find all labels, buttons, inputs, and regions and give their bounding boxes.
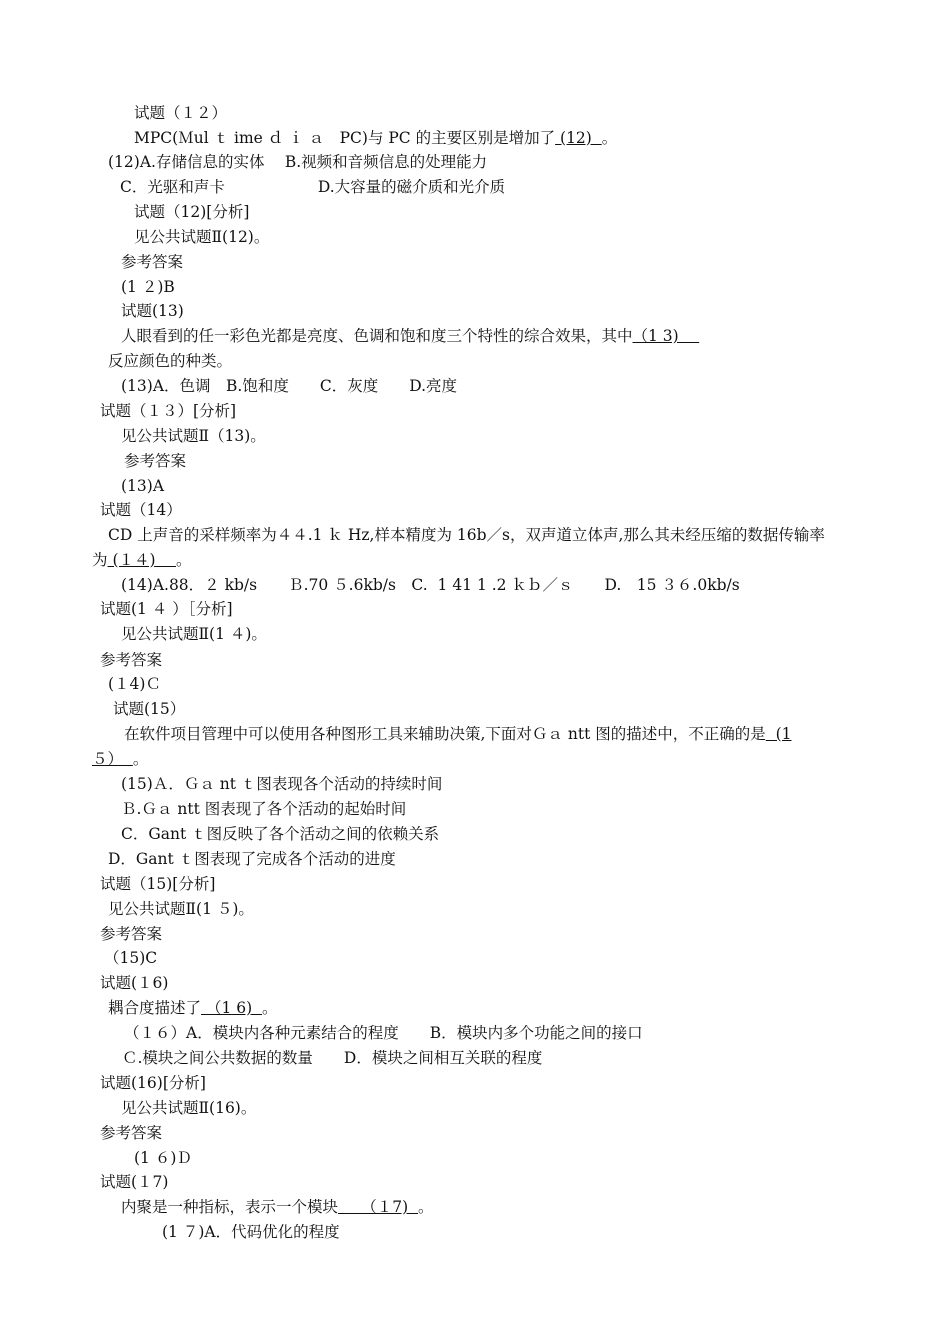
text-segment: 参考答案 xyxy=(121,253,184,271)
text-segment: （１６）A．模块内各种元素结合的程度 B．模块内多个功能之间的接口 xyxy=(124,1024,643,1042)
text-segment: C．光驱和声卡 D.大容量的磁介质和光介质 xyxy=(120,178,506,196)
text-segment: 试题（12)[分析] xyxy=(134,203,250,221)
text-segment: 见公共试题Ⅱ(1 ４)。 xyxy=(121,625,267,643)
text-segment: 反应颜色的种类。 xyxy=(108,352,233,370)
text-line xyxy=(121,624,267,644)
text-line xyxy=(134,227,269,247)
text-segment: 在软件项目管理中可以使用各种图形工具来辅助决策,下面对Ｇａ ntt 图的描述中，不正确的是 xyxy=(124,725,766,743)
text-segment: 耦合度描述了 xyxy=(108,999,202,1017)
text-line xyxy=(121,824,439,844)
text-line xyxy=(104,948,157,968)
text-segment: (1 ７)A．代码优化的程度 xyxy=(162,1223,340,1241)
text-segment: 参考答案 xyxy=(124,452,187,470)
text-line xyxy=(108,674,161,694)
text-segment: 试题(1 ４ ）［分析] xyxy=(100,600,233,618)
text-segment: 。 xyxy=(262,999,278,1017)
text-line xyxy=(108,998,278,1018)
text-segment: 试题（14） xyxy=(100,501,182,519)
text-line xyxy=(121,774,442,794)
text-line xyxy=(113,699,185,719)
text-segment: 见公共试题Ⅱ(12)。 xyxy=(134,228,270,246)
text-line xyxy=(108,899,254,919)
text-segment: 试题（１３）[分析] xyxy=(100,402,237,420)
text-line xyxy=(134,128,617,148)
text-segment: （15)C xyxy=(104,949,158,967)
text-line xyxy=(121,575,740,595)
answer-blank: (1 xyxy=(765,725,792,743)
text-line xyxy=(100,401,236,421)
text-segment: 参考答案 xyxy=(100,1124,163,1142)
text-line xyxy=(100,1172,168,1192)
text-segment: 人眼看到的任一彩色光都是亮度、色调和饱和度三个特性的综合效果，其中 xyxy=(121,327,633,345)
text-segment: (13)A xyxy=(121,477,165,495)
text-segment: 见公共试题Ⅱ（13)。 xyxy=(121,427,266,445)
text-line xyxy=(100,924,162,944)
text-segment: MPC(Ｍul ｔ ime ｄ ｉ ａ PC)与 PC 的主要区别是增加了 xyxy=(134,129,556,147)
text-line xyxy=(108,849,396,869)
text-line xyxy=(108,525,825,545)
text-segment: (15)Ａ．Ｇａ nt ｔ图表现各个活动的持续时间 xyxy=(121,775,443,793)
text-segment: D．Gant ｔ图表现了完成各个活动的进度 xyxy=(108,850,396,868)
text-segment: (13)A．色调 B.饱和度 C．灰度 D.亮度 xyxy=(121,377,457,395)
text-segment: (12)A.存储信息的实体 B.视频和音频信息的处理能力 xyxy=(108,153,488,171)
answer-blank: （１7) xyxy=(338,1198,419,1216)
text-segment: 试题（15)[分析] xyxy=(100,875,216,893)
text-segment: 。 xyxy=(418,1198,434,1216)
answer-blank: (12) xyxy=(555,129,602,147)
answer-blank: （1 6) xyxy=(201,999,262,1017)
text-line xyxy=(134,202,249,222)
text-line xyxy=(100,1073,206,1093)
text-segment: 。 xyxy=(601,129,618,147)
text-line xyxy=(124,724,792,744)
text-line xyxy=(122,1048,542,1068)
text-segment: 试题(15） xyxy=(113,700,186,718)
text-line xyxy=(100,874,215,894)
text-line xyxy=(121,799,406,819)
text-segment: 参考答案 xyxy=(100,651,163,669)
text-segment: (１4)Ｃ xyxy=(108,675,161,693)
text-line xyxy=(121,376,457,396)
text-segment: (1 ６)Ｄ xyxy=(134,1149,192,1167)
text-segment: 。 xyxy=(175,551,192,569)
text-line xyxy=(134,1148,192,1168)
text-segment: 见公共试题Ⅱ(1 ５)。 xyxy=(108,900,254,918)
text-segment: Ｂ.Ｇａ ntt 图表现了各个活动的起始时间 xyxy=(121,800,407,818)
text-line xyxy=(121,252,183,272)
text-line xyxy=(92,550,191,570)
text-line xyxy=(121,426,266,446)
text-segment: 试题（１２） xyxy=(134,104,228,122)
text-segment: 试题(１7) xyxy=(100,1173,169,1191)
text-segment: 参考答案 xyxy=(100,925,163,943)
text-segment: CD 上声音的采样频率为４４.1 ｋ Hz,样本精度为 16b／s，双声道立体声,那么其未经压缩的数据传输率 xyxy=(108,526,825,544)
text-line xyxy=(121,476,164,496)
answer-blank: （1 3) xyxy=(632,327,700,345)
text-line xyxy=(121,277,175,297)
text-line xyxy=(120,177,505,197)
text-segment: 试题(16)[分析] xyxy=(100,1074,206,1092)
text-segment: 为 xyxy=(92,551,108,569)
text-line xyxy=(134,103,227,123)
text-line xyxy=(100,599,233,619)
text-segment: 内聚是一种指标，表示一个模块 xyxy=(121,1198,339,1216)
text-segment: (14)A.88．２ kb/s Ｂ.70 ５.6kb/s C. 1 41 1 .2 ｋｂ／ｓ D. 15 ３６.0kb/s xyxy=(121,576,740,594)
text-line xyxy=(108,351,232,371)
text-line xyxy=(100,650,162,670)
text-line xyxy=(100,500,182,520)
text-line xyxy=(121,1197,434,1217)
answer-blank: (１４) xyxy=(107,551,176,569)
text-segment: 。 xyxy=(132,750,149,768)
text-line xyxy=(100,1123,162,1143)
text-segment: 试题(１6) xyxy=(100,974,169,992)
text-line xyxy=(124,1023,643,1043)
text-segment: (1 ２)B xyxy=(121,278,175,296)
text-segment: 试题(13) xyxy=(121,302,184,320)
answer-blank: ５） xyxy=(92,750,133,768)
text-segment: C．Gant ｔ图反映了各个活动之间的依赖关系 xyxy=(121,825,440,843)
text-line xyxy=(108,152,487,172)
text-line xyxy=(121,1098,256,1118)
text-segment: Ｃ.模块之间公共数据的数量 D．模块之间相互关联的程度 xyxy=(122,1049,543,1067)
text-line xyxy=(124,451,186,471)
text-line xyxy=(92,749,148,769)
text-line xyxy=(162,1222,340,1242)
text-line xyxy=(100,973,168,993)
text-line xyxy=(121,301,184,321)
text-segment: 见公共试题Ⅱ(16)。 xyxy=(121,1099,257,1117)
text-line xyxy=(121,326,699,346)
